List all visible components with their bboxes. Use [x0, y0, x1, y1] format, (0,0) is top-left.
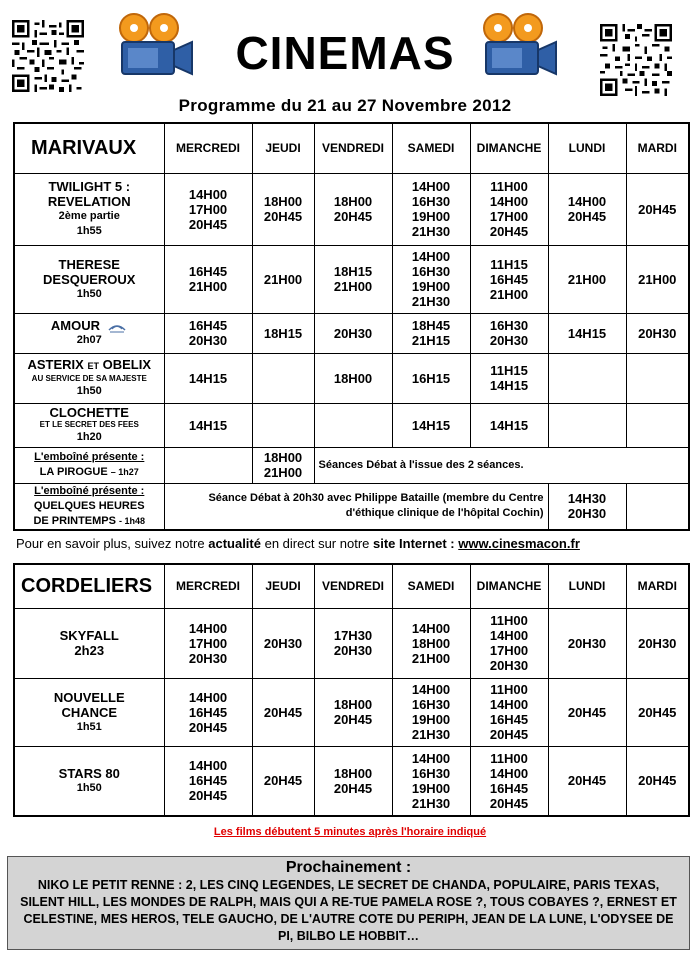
showtime: 18H00 [333, 765, 373, 781]
showtime-cell [470, 173, 548, 245]
presents-label: L'emboîné présente : [34, 484, 145, 497]
showtime: 21H30 [411, 294, 451, 309]
showtime: 21H00 [333, 279, 373, 294]
showtime: 16H30 [489, 318, 529, 333]
showtime: 18H00 [333, 697, 373, 712]
showtime-cell [164, 608, 252, 678]
showtime: 17H30 [333, 628, 373, 643]
showtime: 14H00 [188, 689, 228, 705]
showtime-cell [164, 173, 252, 245]
showtime: 18H00 [411, 635, 451, 651]
film-title: TWILIGHT 5 : [48, 179, 131, 194]
film-subtitle: AU SERVICE DE SA MAJESTE [31, 374, 147, 383]
showtime: 11H00 [490, 179, 528, 194]
showtime: 21H30 [411, 224, 451, 239]
day-header: VENDREDI [314, 564, 392, 608]
film-duration: 1h50 [76, 287, 102, 300]
showtime-cell [626, 746, 689, 816]
showtime-cell [470, 678, 548, 746]
showtime: 16H15 [411, 370, 451, 386]
showtime-cell [626, 353, 689, 403]
cinema-name: MARIVAUX [14, 123, 164, 173]
showtime-cell [392, 403, 470, 447]
film-duration: 1h50 [76, 385, 102, 397]
table-header-row [14, 564, 689, 608]
showtime-cell [626, 678, 689, 746]
showtime: 20H45 [263, 704, 303, 720]
showtime: 14H15 [188, 417, 228, 433]
showtime: 21H30 [411, 795, 451, 811]
showtime: 14H00 [188, 620, 228, 636]
showtime: 18H00 [333, 370, 373, 386]
showtime-cell [252, 173, 314, 245]
showtime: 18H00 [333, 194, 373, 209]
showtime: 11H00 [490, 682, 528, 697]
showtime: 18H15 [263, 325, 303, 341]
film-cell [14, 483, 164, 530]
showtime: 14H15 [188, 370, 228, 386]
showtime-cell [548, 608, 626, 678]
showtime-cell [470, 353, 548, 403]
showtime: 21H00 [638, 271, 677, 287]
film-subtitle: 2ème partie [58, 210, 120, 222]
showtime: 17H00 [489, 643, 529, 658]
film-title: DESQUEROUX [43, 271, 136, 287]
film-projector-icon [476, 12, 558, 82]
showtime: 17H00 [188, 635, 228, 651]
film-duration: 1h55 [76, 225, 102, 237]
showtime-cell [314, 678, 392, 746]
showtime-cell [548, 245, 626, 313]
showtime: 17H00 [188, 201, 228, 217]
showtime: 20H30 [638, 635, 677, 651]
showtime: 20H45 [263, 209, 303, 224]
film-cell [14, 313, 164, 353]
showtime: 11H15 [490, 363, 528, 378]
film-title: ASTERIX [27, 357, 84, 372]
film-title: DE PRINTEMPS [33, 514, 116, 527]
showtime: 14H00 [489, 628, 529, 643]
showtime: 19H00 [411, 279, 451, 294]
day-header: DIMANCHE [470, 123, 548, 173]
showtime: 14H00 [188, 186, 228, 202]
showtime: 20H30 [638, 325, 677, 341]
showtime-cell [252, 608, 314, 678]
film-projector-icon [112, 12, 194, 82]
showtime-cell [626, 403, 689, 447]
showtime: 11H00 [490, 750, 528, 766]
table-row [14, 313, 689, 353]
day-header: JEUDI [252, 564, 314, 608]
table-header-row [14, 123, 689, 173]
showtime: 20H45 [188, 216, 228, 232]
showtime-cell [548, 173, 626, 245]
showtime: 16H45 [188, 318, 228, 333]
film-title-et: ET [87, 361, 99, 371]
day-header: DIMANCHE [470, 564, 548, 608]
showtime-cell [392, 608, 470, 678]
showtime: 21H00 [263, 465, 303, 480]
cordeliers-schedule-table [13, 563, 690, 817]
showtime: 14H00 [411, 682, 451, 697]
showtime: 20H45 [638, 201, 677, 217]
showtime: 21H30 [411, 727, 451, 742]
showtime-cell [252, 746, 314, 816]
showtime: 14H00 [489, 765, 529, 781]
showtime-cell [392, 746, 470, 816]
film-title: REVELATION [47, 194, 131, 209]
showtime-cell [314, 608, 392, 678]
showtime: 14H00 [411, 620, 451, 636]
showtime: 16H45 [489, 712, 529, 727]
showtime: 20H45 [333, 780, 373, 796]
showtime: 11H15 [490, 256, 528, 272]
table-row [14, 403, 689, 447]
showtime: 20H45 [489, 795, 529, 811]
film-title: THERESE [58, 256, 120, 272]
showtime-cell [392, 313, 470, 353]
showtime: 21H00 [188, 279, 228, 294]
day-header: MERCREDI [164, 564, 252, 608]
showtime-cell [470, 313, 548, 353]
showtime: 20H45 [333, 209, 373, 224]
showtime: 20H45 [188, 788, 228, 804]
film-title: AMOUR [50, 318, 100, 333]
showtime: 20H30 [188, 650, 228, 666]
film-duration: 2h23 [74, 643, 105, 658]
showtime-cell [164, 353, 252, 403]
showtime-cell [314, 746, 392, 816]
showtime-cell [626, 245, 689, 313]
qr-code-icon[interactable] [12, 20, 84, 92]
showtime: 16H45 [188, 704, 228, 720]
showtime: 16H30 [411, 697, 451, 712]
showtime: 14H00 [411, 750, 451, 766]
film-duration: 2h07 [76, 334, 102, 346]
showtime: 17H00 [489, 209, 529, 224]
showtime-cell [164, 678, 252, 746]
showtime: 14H00 [411, 249, 451, 264]
showtime-cell [252, 245, 314, 313]
showtime: 14H15 [411, 417, 451, 433]
showtime: 20H30 [263, 635, 303, 651]
showtime: 16H45 [489, 780, 529, 796]
showtime-cell [626, 483, 689, 530]
showtime-cell [314, 173, 392, 245]
showtime: 16H30 [411, 264, 451, 279]
day-header: MARDI [626, 564, 689, 608]
showtime: 20H45 [638, 773, 677, 789]
showtime: 20H45 [567, 704, 607, 720]
showtime: 20H45 [489, 727, 529, 742]
showtime-cell [470, 608, 548, 678]
showtime-cell [392, 245, 470, 313]
start-time-warning: Les films débutent 5 minutes après l'horaire indiqué [213, 826, 487, 838]
showtime: 19H00 [411, 209, 451, 224]
showtime-cell [314, 313, 392, 353]
showtime-cell [626, 313, 689, 353]
showtime: 14H15 [489, 417, 529, 433]
film-title: CHANCE [61, 704, 118, 720]
page-header [0, 0, 700, 120]
film-cell [14, 403, 164, 447]
cannes-palme-icon [106, 321, 128, 333]
showtime-cell [548, 403, 626, 447]
film-cell [14, 245, 164, 313]
showtime: 16H30 [411, 194, 451, 209]
showtime-cell [470, 746, 548, 816]
showtime-cell [392, 353, 470, 403]
showtime: 14H00 [489, 697, 529, 712]
showtime: 18H45 [411, 318, 451, 333]
film-duration: 1h51 [76, 720, 102, 733]
marivaux-schedule-table [13, 122, 690, 531]
showtime-cell [470, 245, 548, 313]
coming-soon-title: Prochainement : [285, 859, 412, 876]
showtime-cell [392, 678, 470, 746]
film-duration: 1h50 [76, 781, 102, 794]
table-row [14, 608, 689, 678]
showtime-cell [164, 746, 252, 816]
showtime: 16H45 [489, 271, 529, 287]
table-row [14, 678, 689, 746]
day-header: LUNDI [548, 123, 626, 173]
qr-code-icon[interactable] [600, 24, 672, 96]
film-title: LA PIROGUE [39, 466, 108, 478]
table-row [14, 173, 689, 245]
showtime: 20H30 [489, 658, 529, 673]
table-row [14, 483, 689, 530]
showtime: 16H45 [188, 264, 228, 279]
showtime-cell [164, 447, 252, 483]
showtime: 20H45 [489, 224, 529, 239]
film-cell [14, 608, 164, 678]
showtime-cell [252, 313, 314, 353]
showtime-cell [164, 313, 252, 353]
showtime: 20H30 [567, 635, 607, 651]
showtime: 16H45 [188, 773, 228, 789]
showtime-cell [470, 403, 548, 447]
showtime: 20H30 [333, 325, 373, 341]
showtime: 14H30 [567, 491, 607, 506]
showtime: 21H00 [567, 271, 607, 287]
showtime-cell [252, 353, 314, 403]
film-cell [14, 173, 164, 245]
debate-note: Séance Débat à 20h30 avec Philippe Bataille (membre du Centre d'éthique clinique de l'hôpital Cochin) [164, 483, 548, 530]
showtime-cell [548, 678, 626, 746]
coming-soon-box [7, 856, 690, 950]
showtime: 14H00 [567, 194, 607, 209]
film-subtitle: ET LE SECRET DES FEES [39, 420, 139, 429]
film-title: STARS 80 [58, 765, 120, 781]
showtime: 20H45 [263, 773, 303, 789]
showtime-cell [626, 608, 689, 678]
website-link[interactable]: www.cinesmacon.fr [458, 536, 580, 551]
showtime-cell [252, 403, 314, 447]
programme-dates: Programme du 21 au 27 Novembre 2012 [178, 96, 512, 115]
film-title: QUELQUES HEURES [33, 499, 145, 512]
showtime-cell [314, 403, 392, 447]
film-title: NOUVELLE [53, 689, 125, 705]
table-row [14, 746, 689, 816]
film-cell [14, 678, 164, 746]
showtime: 20H30 [567, 506, 607, 521]
showtime: 18H00 [263, 194, 303, 209]
showtime: 20H30 [489, 333, 529, 348]
page-title: CINEMAS [235, 27, 455, 79]
film-cell [14, 353, 164, 403]
showtime: 11H00 [490, 613, 528, 628]
table-row [14, 245, 689, 313]
day-header: MARDI [626, 123, 689, 173]
showtime-cell [626, 173, 689, 245]
showtime: 20H30 [188, 333, 228, 348]
showtime: 14H00 [411, 179, 451, 194]
showtime-cell [164, 245, 252, 313]
showtime-cell [252, 447, 314, 483]
showtime: 16H30 [411, 765, 451, 781]
showtime: 21H00 [411, 650, 451, 666]
showtime: 20H45 [333, 712, 373, 727]
table-row [14, 353, 689, 403]
table-row [14, 447, 689, 483]
film-title: OBELIX [102, 357, 151, 372]
day-header: SAMEDI [392, 123, 470, 173]
film-duration: – 1h27 [110, 467, 139, 477]
showtime: 21H00 [263, 271, 303, 287]
website-info: Pour en savoir plus, suivez notre actualité en direct sur notre site Internet : www.cinesmacon.fr [16, 536, 580, 551]
showtime: 20H45 [188, 719, 228, 735]
showtime: 20H45 [567, 209, 607, 224]
showtime: 18H00 [263, 450, 303, 465]
showtime-cell [392, 173, 470, 245]
film-duration: 1h20 [76, 431, 102, 443]
film-cell [14, 447, 164, 483]
showtime-cell [314, 245, 392, 313]
showtime-cell [548, 483, 626, 530]
showtime-cell [548, 313, 626, 353]
day-header: LUNDI [548, 564, 626, 608]
film-title: CLOCHETTE [49, 405, 129, 420]
cinema-name: CORDELIERS [14, 564, 164, 608]
day-header: SAMEDI [392, 564, 470, 608]
showtime: 20H45 [567, 773, 607, 789]
film-title: SKYFALL [59, 628, 119, 643]
film-duration: - 1h48 [119, 515, 146, 526]
showtime-cell [548, 353, 626, 403]
showtime: 20H45 [638, 704, 677, 720]
showtime-cell [164, 403, 252, 447]
showtime: 18H15 [333, 264, 373, 279]
presents-label: L'emboîné présente : [34, 451, 145, 463]
showtime: 20H30 [333, 643, 373, 658]
showtime: 21H15 [411, 333, 451, 348]
coming-soon-list: NIKO LE PETIT RENNE : 2, LES CINQ LEGENDES, LE SECRET DE CHANDA, POPULAIRE, PARIS TEXAS, SILENT HILL, LES MONDES DE RALPH, MAIS QUI A RE-TUE PAMELA ROSE ?, TOUS COBAYES ?, ERNEST ET CELESTINE, MES HEROS, TELE GAUCHO, DE L'AUTRE COTE DU PERIPH, JEAN DE LA LUNE, L'ODYSEE DE PI, BILBO LE HOBBIT… [20, 878, 677, 943]
day-header: VENDREDI [314, 123, 392, 173]
day-header: JEUDI [252, 123, 314, 173]
film-cell [14, 746, 164, 816]
showtime: 14H00 [489, 194, 529, 209]
showtime-cell [314, 353, 392, 403]
showtime-cell [252, 678, 314, 746]
showtime: 19H00 [411, 712, 451, 727]
day-header: MERCREDI [164, 123, 252, 173]
showtime: 14H00 [188, 758, 228, 774]
showtime: 21H00 [489, 286, 529, 302]
showtime: 14H15 [567, 325, 607, 341]
debate-note: Séances Débat à l'issue des 2 séances. [314, 447, 689, 483]
showtime-cell [548, 746, 626, 816]
showtime: 14H15 [489, 378, 529, 393]
showtime: 19H00 [411, 780, 451, 796]
